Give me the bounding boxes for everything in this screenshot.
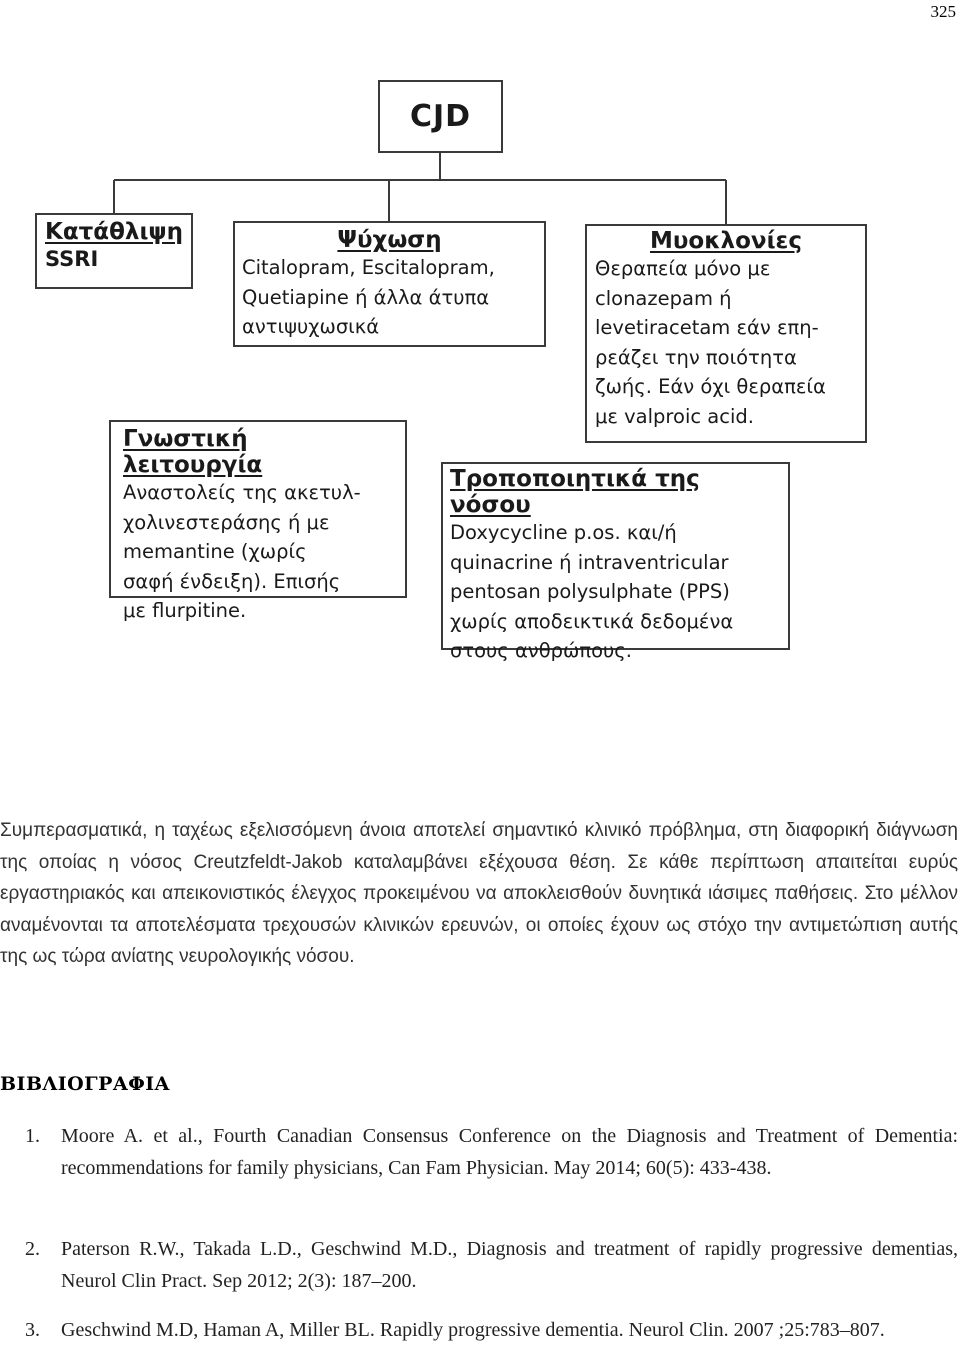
- myoclonus-line: με valproic acid.: [595, 404, 754, 428]
- conclusion-paragraph: Συμπερασματικά, η ταχέως εξελισσόμενη άνοια αποτελεί σημαντικό κλινικό πρόβλημα, στη διαφορική διάγνωση της οποίας η νόσος Creutzfeldt-Jakob καταλαμβάνει εξέχουσα θέση. Σε κάθε περίπτωση απαιτείται ευρύς εργαστηριακός και απεικονιστικός έλεγχος προκειμένου να αποκλεισθούν δυνητικά ιάσιμες παθήσεις. Στο μέλλον αναμένονται τα αποτελέσματα τρεχουσών κλινικών ερευνών, οι οποίες έχουν ως στόχο την αντιμετώπιση αυτής της ως τώρα ανίατης νευρολογικής νόσου.: [0, 820, 958, 968]
- myoclonus-box: [585, 224, 867, 443]
- depression-body: SSRI: [45, 247, 99, 271]
- cognitive-title: Γνωστική λειτουργία: [123, 426, 263, 478]
- myoclonus-title: Μυοκλονίες: [650, 228, 802, 254]
- cognitive-box: [109, 420, 407, 622]
- myoclonus-line: clonazepam ή: [595, 286, 732, 310]
- disease-modifying-line: στους ανθρώπους.: [450, 639, 632, 662]
- myoclonus-line: levetiracetam εάν επη-: [595, 316, 819, 339]
- reference-number: 1.: [25, 1125, 40, 1147]
- reference-text: Geschwind M.D, Haman A, Miller BL. Rapidly progressive dementia. Neurol Clin. 2007 ;25:783–807.: [61, 1319, 885, 1341]
- cognitive-line: memantine (χωρίς: [123, 540, 307, 563]
- myoclonus-line: ζωής. Εάν όχι θεραπεία: [595, 375, 826, 398]
- disease-modifying-line: χωρίς αποδεικτικά δεδομένα: [450, 609, 734, 633]
- myoclonus-line: Θεραπεία μόνο με: [595, 257, 771, 280]
- reference-number: 2.: [25, 1238, 40, 1260]
- myoclonus-line: ρεάζει την ποιότητα: [595, 345, 797, 369]
- disease-modifying-line: Doxycycline p.os. και/ή: [450, 521, 677, 544]
- page-number: 325: [930, 2, 956, 21]
- psychosis-line: Quetiapine ή άλλα άτυπα: [242, 285, 490, 309]
- psychosis-title: Ψύχωση: [337, 227, 442, 253]
- psychosis-box: [233, 221, 546, 347]
- references-heading: ΒΙΒΛΙΟΓΡΑΦΙΑ: [0, 1073, 170, 1095]
- cjd-box: [378, 80, 503, 153]
- cognitive-line: σαφή ένδειξη). Επισής: [123, 569, 341, 593]
- cognitive-line: με flurpitine.: [123, 599, 247, 622]
- disease-modifying-title: Τροποποιητικά της νόσου: [450, 466, 700, 518]
- cognitive-line: χολινεστεράσης ή με: [123, 510, 330, 534]
- depression-title: Κατάθλιψη: [45, 219, 184, 245]
- reference-text: Moore A. et al., Fourth Canadian Consensus Conference on the Diagnosis and Treatment of Dementia: recommendations for family physicians, Can Fam Physician. May 2014; 60(5): 433-438.: [61, 1125, 958, 1179]
- disease-modifying-line: quinacrine ή intraventricular: [450, 550, 729, 574]
- reference-item: [0, 1314, 958, 1346]
- cognitive-line: Αναστολείς της ακετυλ-: [123, 481, 361, 504]
- treatment-diagram: [0, 0, 960, 660]
- disease-modifying-line: pentosan polysulphate (PPS): [450, 580, 730, 603]
- depression-box: [35, 213, 193, 289]
- psychosis-line: αντιψυχωσικά: [242, 315, 380, 338]
- disease-modifying-box: [441, 462, 790, 662]
- reference-item: [0, 1233, 958, 1297]
- reference-number: 3.: [25, 1319, 40, 1341]
- reference-text: Paterson R.W., Takada L.D., Geschwind M.D., Diagnosis and treatment of rapidly progressive dementias, Neurol Clin Pract. Sep 2012; 2(3): 187–200.: [61, 1238, 958, 1292]
- cjd-title: CJD: [409, 99, 472, 134]
- reference-item: [0, 1120, 958, 1184]
- psychosis-line: Citalopram, Escitalopram,: [242, 256, 495, 279]
